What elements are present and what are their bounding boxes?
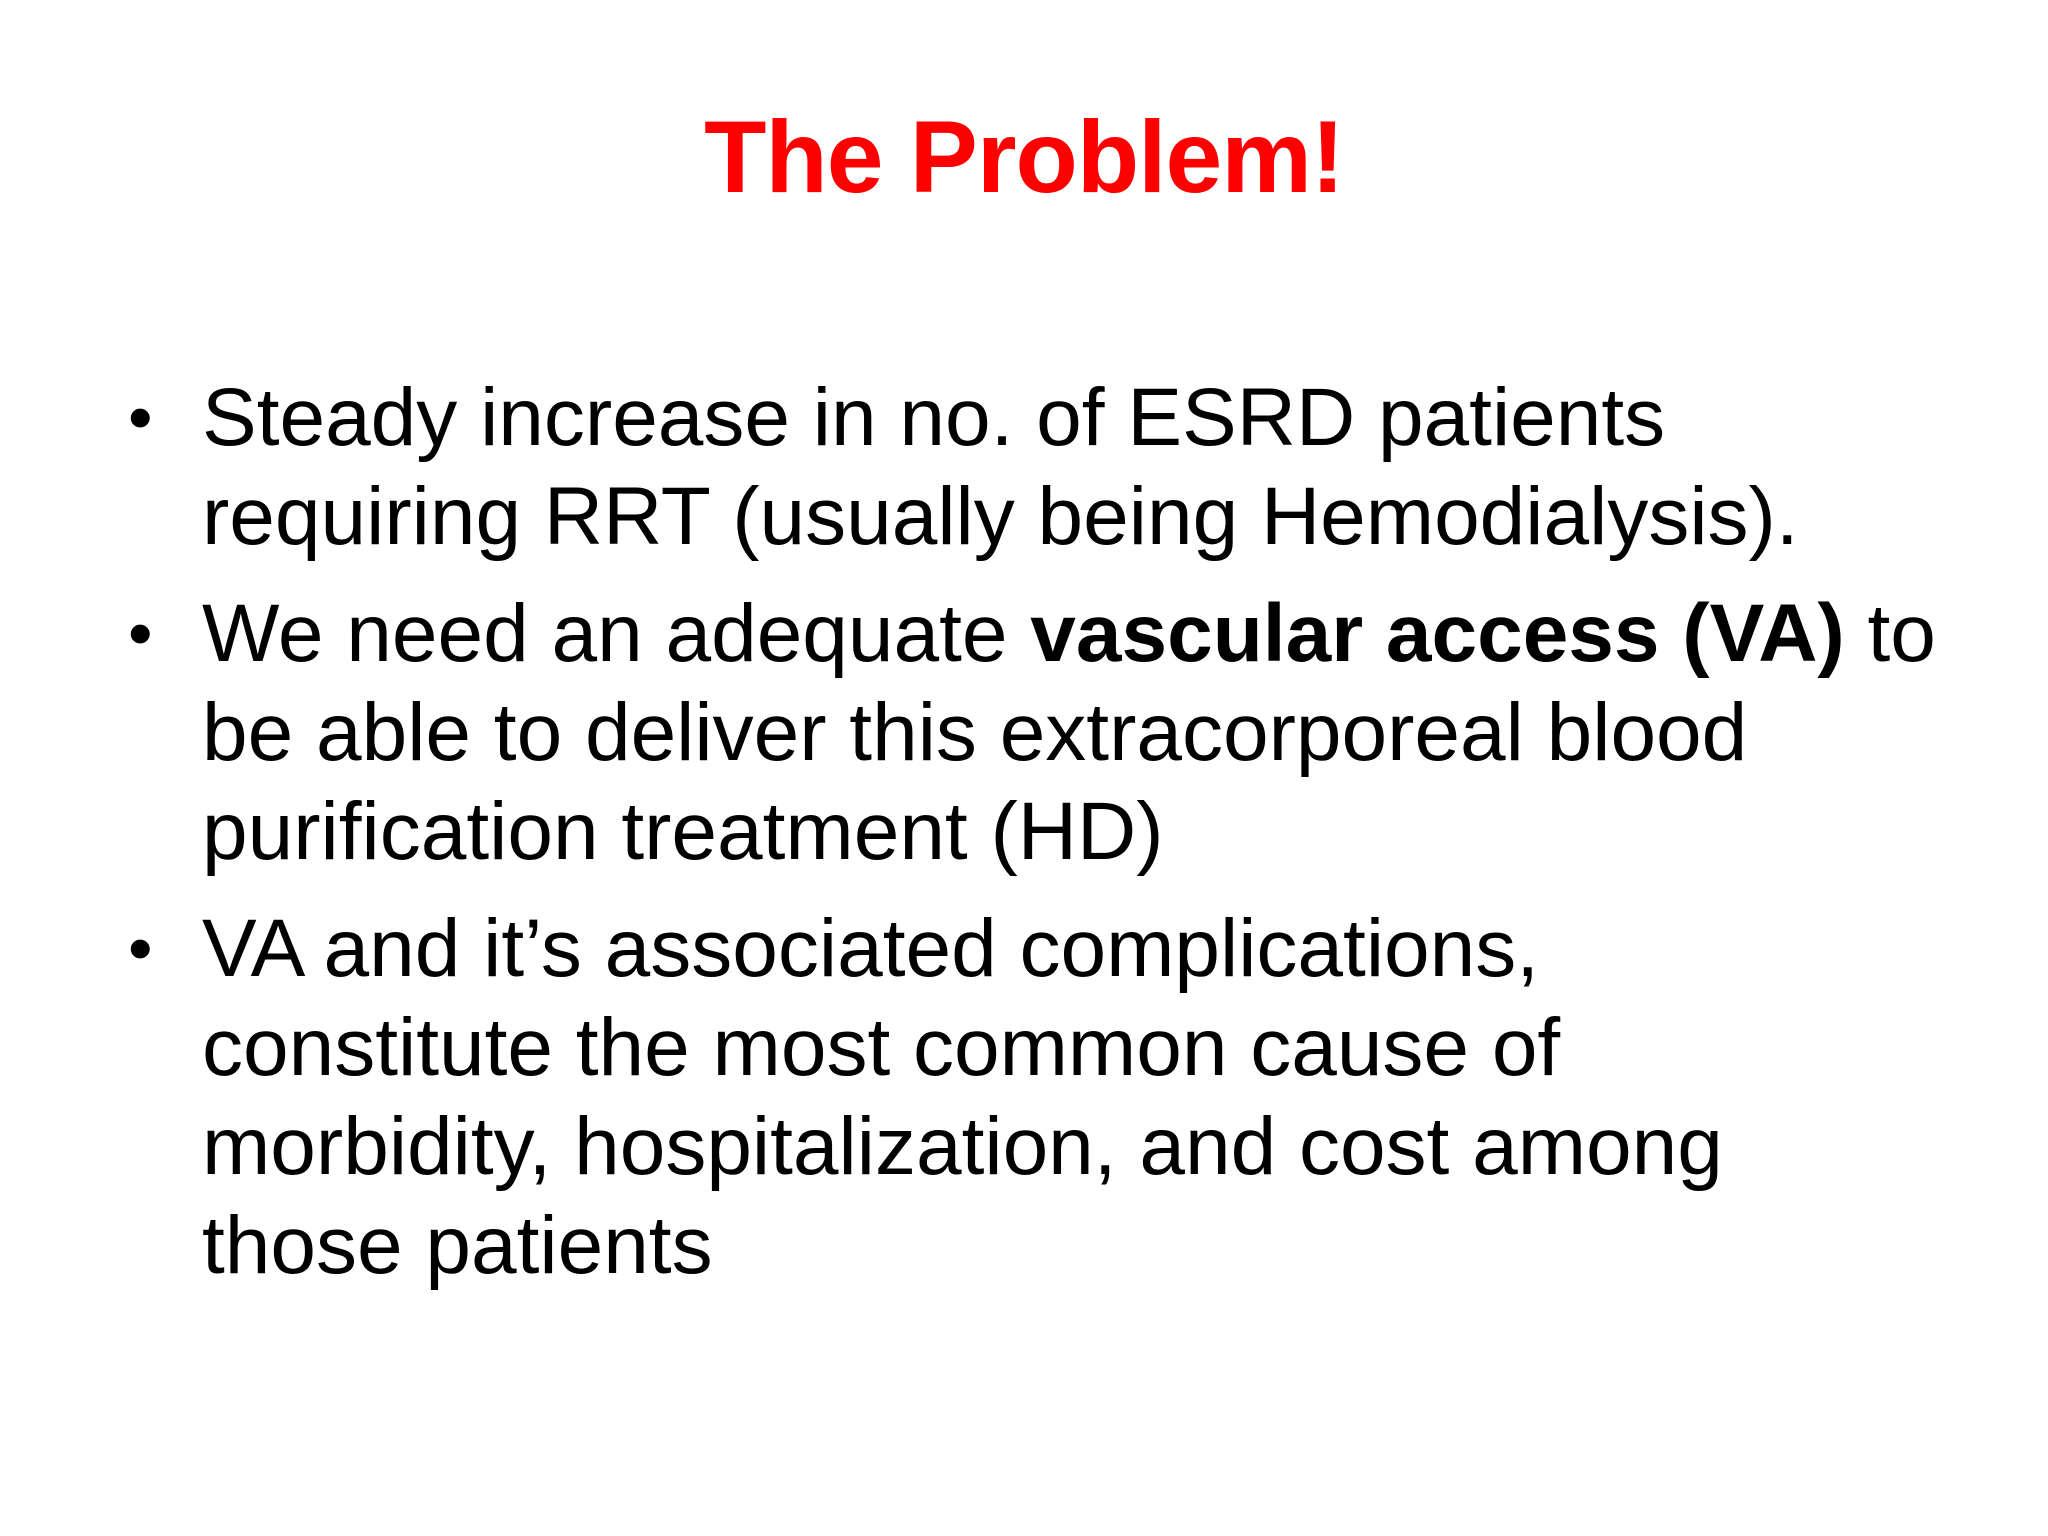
- bullet-2-line-2: be able to deliver this extracorporeal blood: [202, 687, 1748, 778]
- bullet-1-line-2: requiring RRT (usually being Hemodialysis).: [202, 471, 1799, 562]
- bullet-icon: •: [128, 378, 153, 456]
- bullet-item-2: [120, 584, 1960, 881]
- bullet-icon: •: [128, 594, 153, 672]
- slide-title: The Problem!: [704, 100, 1344, 214]
- bullet-3-line-1: VA and it’s associated complications,: [202, 903, 1540, 994]
- bullet-item-3: [120, 899, 1960, 1295]
- bullet-3-line-2: constitute the most common cause of: [202, 1002, 1561, 1093]
- bullet-item-1: [120, 368, 1960, 566]
- bullet-1-line-1: Steady increase in no. of ESRD patients: [202, 372, 1666, 463]
- bullet-2-suffix: to: [1844, 588, 1936, 679]
- bullet-3-line-4: those patients: [202, 1200, 713, 1291]
- bullet-2-bold-term: vascular access (VA): [1030, 588, 1845, 679]
- bullet-icon: •: [128, 909, 153, 987]
- bullet-2-prefix: We need an adequate: [202, 588, 1031, 679]
- bullet-2-line-1: [202, 584, 1960, 683]
- bullet-2-line-3: purification treatment (HD): [202, 786, 1164, 877]
- bullet-3-line-3: morbidity, hospitalization, and cost among: [202, 1101, 1723, 1192]
- bullet-list: [120, 368, 1960, 1313]
